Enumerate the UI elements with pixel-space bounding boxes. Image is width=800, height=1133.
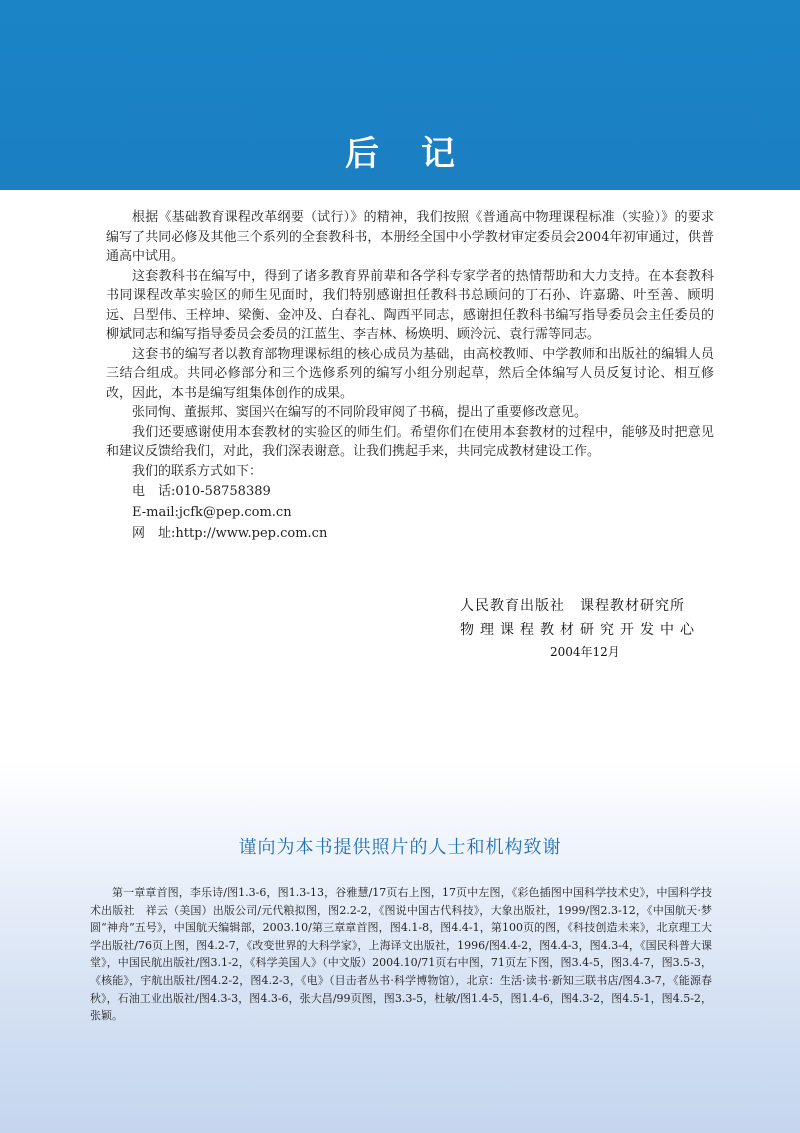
signature-date: 2004年12月 xyxy=(550,645,620,659)
signature-publisher: 人民教育出版社 课程教材研究所 xyxy=(460,598,685,614)
paragraph: 根据《基础教育课程改革纲要（试行）》的精神，我们按照《普通高中物理课程标准（实验）》的要求编写了共同必修及其他三个系列的全套教科书，本册经全国中小学教材审定委员会2004年初审通过，供普通高中试用。 xyxy=(106,210,714,264)
paragraph: 这套教科书在编写中，得到了诸多教育界前辈和各学科专家学者的热情帮助和大力支持。在本套教科书同课程改革实验区的师生见面时，我们特别感谢担任教科书总顾问的丁石孙、许嘉璐、叶至善、顾明远、吕型伟、王梓坤、梁衡、金冲及、白春礼、陶西平同志，感谢担任教科书编写指导委员会主任委员的柳斌同志和编写指导委员会委员的江蓝生、李吉林、杨焕明、顾泠沅、袁行霈等同志。 xyxy=(106,268,714,342)
header-banner xyxy=(0,0,800,190)
page-title: 后记 xyxy=(345,134,497,174)
paragraph: 这套书的编写者以教育部物理课标组的核心成员为基础，由高校教师、中学教师和出版社的编辑人员三结合组成。共同必修部分和三个选修系列的编写小组分别起草，然后全体编写人员反复讨论、相互修改，因此，本书是编写组集体创作的成果。 xyxy=(106,346,714,401)
paragraph: 我们还要感谢使用本套教材的实验区的师生们。希望你们在使用本套教材的过程中，能够及时把意见和建议反馈给我们，对此，我们深表谢意。让我们携起手来，共同完成教材建设工作。 xyxy=(106,424,714,459)
paragraph: 张同恂、董振邦、窦国兴在编写的不同阶段审阅了书稿，提出了重要修改意见。 xyxy=(132,405,588,420)
photo-credits: 第一章章首图，李乐诗/图1.3-6，图1.3-13，谷雅慧/17页右上图，17页中左图，《彩色插图中国科学技术史》，中国科学技术出版社 祥云（美国）出版公司/元代粮拟图，图2.2-2，《图说中国古代科技》，大象出版社，1999/图2.3-12，《中国航天·梦圆“神舟”五号》，中国航天编辑部，2003.10/第三章章首图，图4.1-8，图4.4-1，第100页的图，《科技创造未来》，北京理工大学出版社/76页上图，图4.2-7，《改变世界的大科学家》，上海译文出版社，1996/图4.4-2，图4.4-3，图4.3-4，《国民科普大课堂》，中国民航出版社/图3.1-2，《科学美国人》（中文版）2004.10/71页右中图，71页左下图，图3.4-5，图3.4-7，图3.5-3，《核能》，宇航出版社/图4.2-2，图4.2-3，《电》（目击者丛书·科学博物馆），北京：生活·读书·新知三联书店/图4.3-7，《能源春秋》，石油工业出版社/图4.3-3，图4.3-6，张大昌/99页图，图3.3-5，杜敏/图1.4-5，图1.4-6，图4.3-2，图4.5-1，图4.5-2，张颖。 xyxy=(90,886,712,1023)
contact-info xyxy=(106,481,714,544)
signature-center: 物理课程教材研究开发中心 xyxy=(460,622,700,638)
signature-block xyxy=(460,594,720,662)
paragraph: 我们的联系方式如下： xyxy=(132,463,263,479)
contact-phone: 电 话:010-58758389 xyxy=(132,484,271,499)
afterword-body xyxy=(106,208,714,544)
contact-website: 网 址:http://www.pep.com.cn xyxy=(132,526,328,541)
contact-email: E-mail:jcfk@pep.com.cn xyxy=(132,505,292,520)
acknowledgement-title: 谨向为本书提供照片的人士和机构致谢 xyxy=(238,837,562,858)
